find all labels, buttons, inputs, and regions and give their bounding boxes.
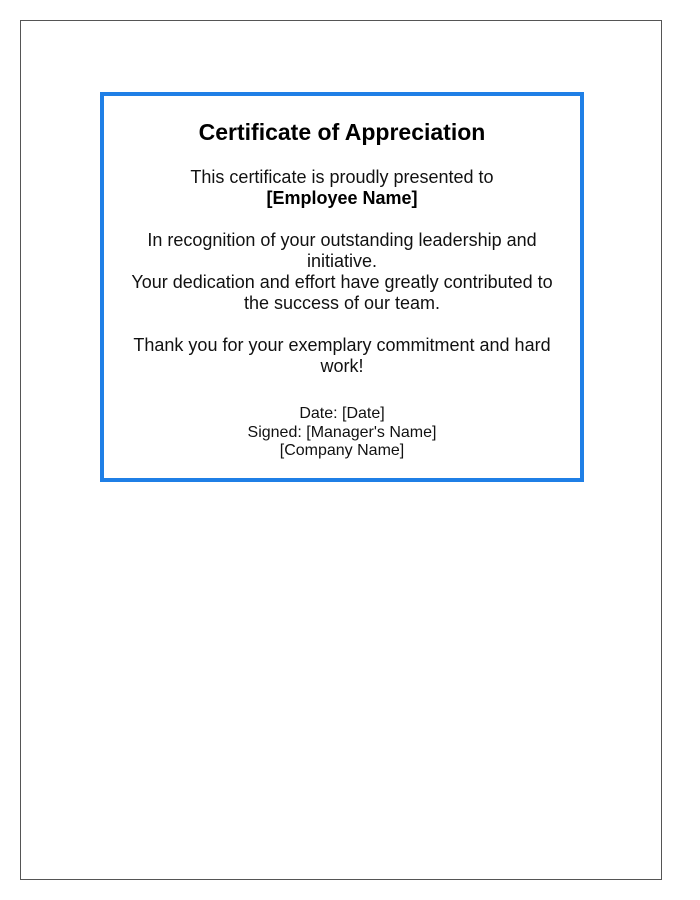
contribution-line: Your dedication and effort have greatly contributed to the success of our team.: [131, 272, 553, 313]
date-line: Date: [Date]: [299, 405, 385, 422]
certificate-frame: [100, 92, 584, 482]
signed-line: Signed: [Manager's Name]: [247, 423, 437, 441]
recognition-line: In recognition of your outstanding leadership and initiative.: [147, 230, 537, 271]
presented-to-line: This certificate is proudly presented to: [190, 167, 494, 187]
certificate-title: Certificate of Appreciation: [198, 119, 486, 145]
recipient-name: [Employee Name]: [266, 188, 418, 208]
company-line: [Company Name]: [279, 442, 405, 459]
document-page: [20, 20, 662, 880]
signature-block: [104, 405, 580, 461]
recognition-paragraph: [122, 230, 562, 314]
thanks-line: Thank you for your exemplary commitment and hard work!: [133, 335, 551, 376]
